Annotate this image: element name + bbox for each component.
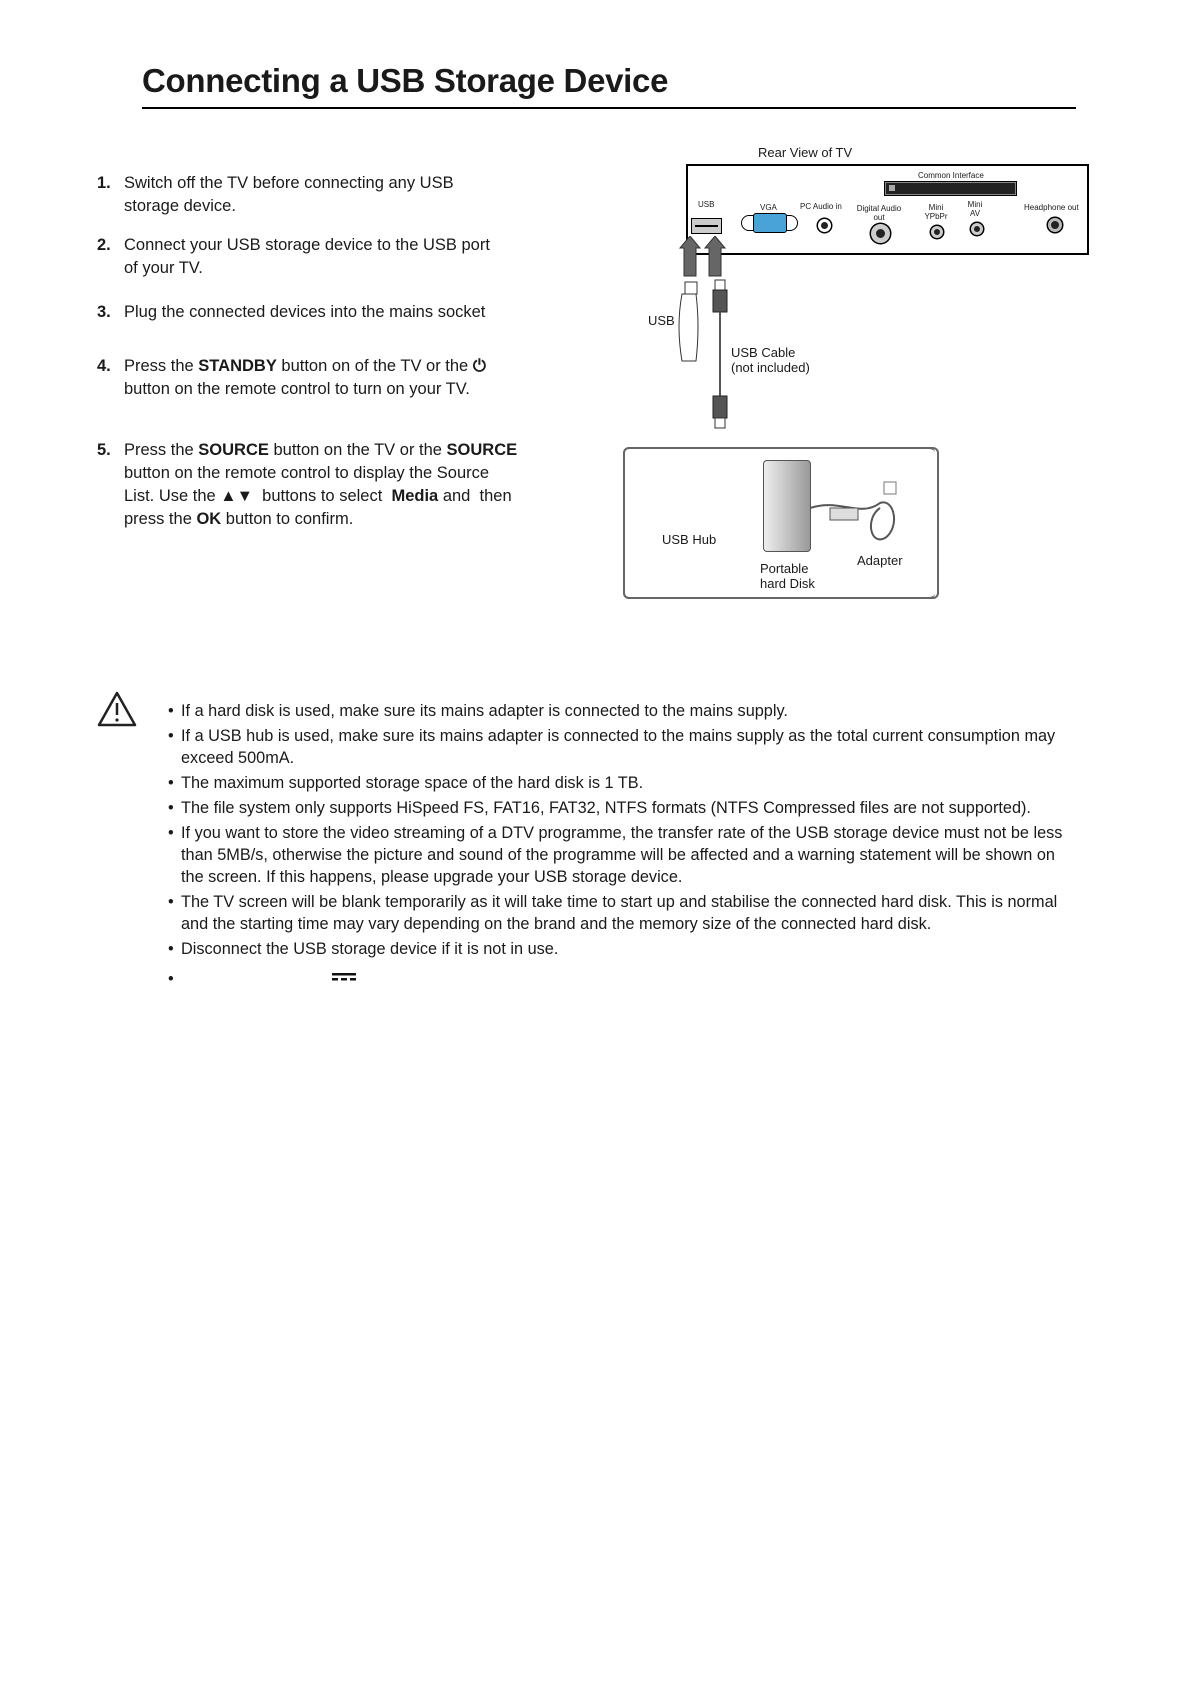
mini-av-jack <box>971 223 983 235</box>
step-number: 1. <box>97 174 111 192</box>
bullet: • <box>168 702 174 720</box>
usb-port-label: USB <box>698 200 715 209</box>
note-item <box>168 822 1068 888</box>
vga-port-label: VGA <box>760 203 777 212</box>
up-down-arrows-icon: ▲▼ <box>220 487 253 505</box>
ok-keyword: OK <box>196 510 222 528</box>
mini-ypbpr-jack <box>931 226 943 238</box>
note-item <box>168 938 1068 960</box>
adapter-image <box>810 478 900 548</box>
hub-bracket-top <box>623 447 935 459</box>
cable-drawing <box>670 236 750 446</box>
headphone-jack <box>1048 218 1062 232</box>
pc-audio-jack <box>818 219 831 232</box>
note-text: Disconnect the USB storage device if it is not in use. <box>181 940 559 958</box>
adapter-label: Adapter <box>857 553 903 568</box>
bullet: • <box>168 893 174 911</box>
note-text: If you want to store the video streaming of a DTV programme, the transfer rate of the USB storage device must not be less than 5MB/s, otherwise the picture and sound of the programme will be affected and a warning statement will be shown on the screen. If this happens, please upgrade your USB storage device. <box>181 824 1063 886</box>
common-interface-label: Common Interface <box>918 171 984 180</box>
step-line: of your TV. <box>124 259 203 277</box>
t: Press the <box>124 441 199 459</box>
step-text <box>124 234 490 280</box>
vga-port <box>741 215 798 231</box>
t: press the <box>124 510 197 528</box>
bullet: • <box>168 940 174 958</box>
source-keyword: SOURCE <box>446 441 518 459</box>
bullet: • <box>168 774 174 792</box>
step-number: 2. <box>97 236 111 254</box>
common-interface-slot <box>884 181 1017 196</box>
standby-keyword: STANDBY <box>198 357 277 375</box>
step-text <box>124 439 517 531</box>
rear-view-label: Rear View of TV <box>758 145 853 160</box>
not-included-label: (not included) <box>731 360 810 375</box>
warning-icon <box>96 690 138 728</box>
dc-symbol-icon <box>332 972 356 982</box>
note-item <box>168 891 1068 935</box>
step-text <box>124 355 486 401</box>
hard-disk-label-2: hard Disk <box>760 576 815 591</box>
bullet: • <box>168 799 174 817</box>
usb-port <box>691 218 722 234</box>
step-text <box>124 172 454 218</box>
step-number: 5. <box>97 441 111 459</box>
step-line: storage device. <box>124 197 236 215</box>
t: button on of the TV or the <box>276 357 473 375</box>
step-number: 4. <box>97 357 111 375</box>
step-text: Plug the connected devices into the mains socket <box>124 303 486 321</box>
note-item <box>168 968 1068 988</box>
t: button to confirm. <box>221 510 354 528</box>
digital-audio-label: Digital Audio out <box>856 204 902 222</box>
t: buttons to select <box>252 487 392 505</box>
hard-disk-image <box>763 460 811 552</box>
t: button on the remote control to display the Source <box>124 464 490 482</box>
hard-disk-label: Portable <box>760 561 809 576</box>
bullet: • <box>168 727 174 745</box>
arrow-up-icon <box>680 236 700 276</box>
notes-list <box>168 700 1068 991</box>
page-title: Connecting a USB Storage Device <box>142 62 669 99</box>
digital-audio-jack <box>871 224 890 243</box>
t: button on the TV or the <box>268 441 447 459</box>
mini-ypbpr-label: Mini YPbPr <box>924 203 948 221</box>
usb-stick-label: USB <box>648 313 675 328</box>
step-line: Connect your USB storage device to the USB port <box>124 236 490 254</box>
note-text: If a USB hub is used, make sure its mains adapter is connected to the mains supply as the total current consumption may exceed 500mA. <box>181 727 1056 767</box>
t: List. Use the <box>124 487 221 505</box>
note-text: The TV screen will be blank temporarily as it will take time to start up and stabilise the connected hard disk. This is normal and the starting time may vary depending on the brand and the memory size of the connected hard disk. <box>181 893 1058 933</box>
arrow-up-icon <box>705 236 725 276</box>
t: button on the remote control to turn on your TV. <box>124 380 470 398</box>
t: Press the <box>124 357 199 375</box>
note-item <box>168 772 1068 794</box>
step-number: 3. <box>97 303 111 321</box>
usb-cable-label: USB Cable <box>731 345 796 360</box>
mini-av-label: Mini AV <box>967 200 983 218</box>
media-keyword: Media <box>391 487 439 505</box>
pc-audio-label: PC Audio in <box>800 202 842 211</box>
step-line: Switch off the TV before connecting any USB <box>124 174 454 192</box>
power-icon: ⏻ <box>472 357 486 375</box>
bullet: • <box>168 824 174 842</box>
source-keyword: SOURCE <box>198 441 269 459</box>
note-item <box>168 700 1068 722</box>
title-rule <box>142 107 1076 109</box>
note-item <box>168 725 1068 769</box>
note-text: The maximum supported storage space of the hard disk is 1 TB. <box>181 774 644 792</box>
headphone-label: Headphone out <box>1024 203 1079 212</box>
note-text: If a hard disk is used, make sure its mains adapter is connected to the mains supply. <box>181 702 788 720</box>
note-text: The file system only supports HiSpeed FS, FAT16, FAT32, NTFS formats (NTFS Compressed files are not supported). <box>181 799 1031 817</box>
bullet: • <box>168 970 174 988</box>
usb-hub-label: USB Hub <box>662 532 717 547</box>
t: and then <box>438 487 512 505</box>
note-item <box>168 797 1068 819</box>
